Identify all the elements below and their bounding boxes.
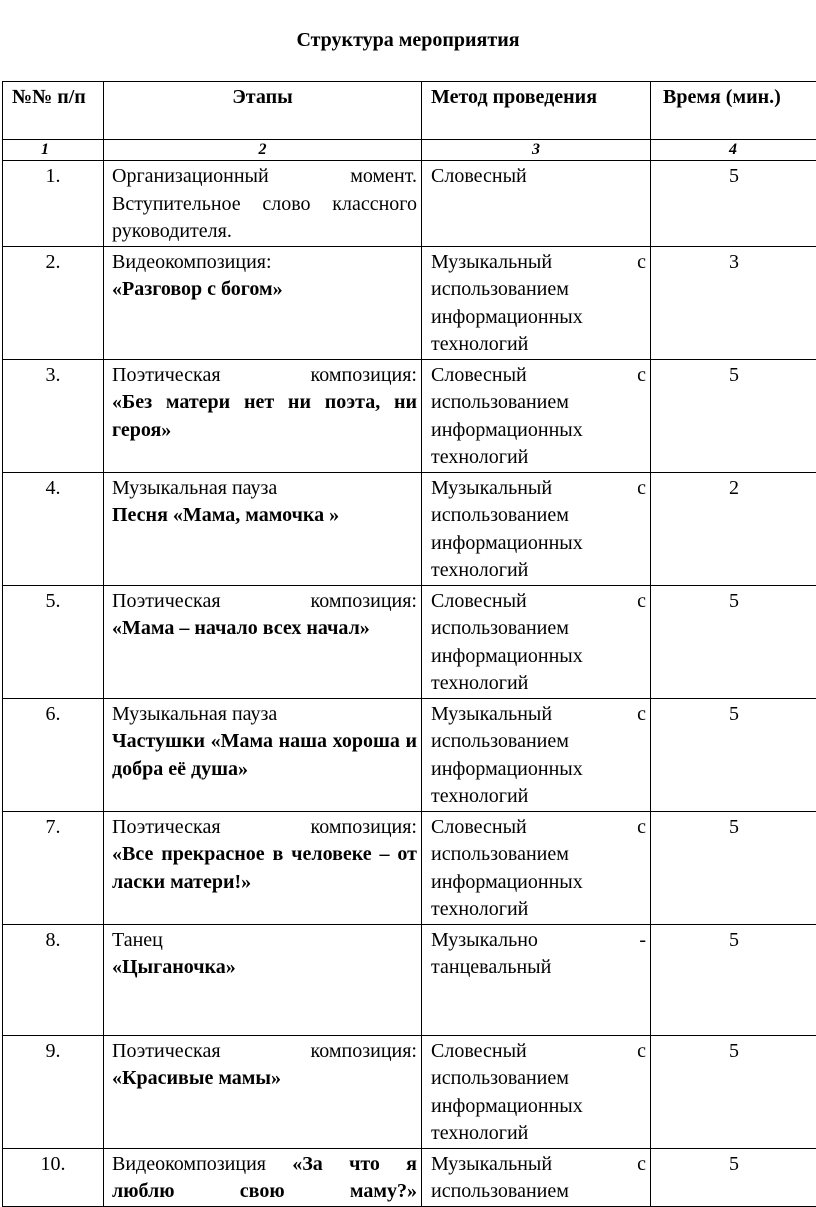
time-value: 3 xyxy=(651,246,816,359)
table-row xyxy=(3,359,816,472)
table-row xyxy=(3,585,816,698)
header-stages: Этапы xyxy=(104,82,422,140)
stage-title: «Красивые мамы» xyxy=(112,1065,417,1093)
stage-label: Организационный момент. Вступительное слово классного руководителя. xyxy=(112,163,417,246)
table-row xyxy=(3,924,816,1035)
stage-label: Поэтическая композиция: xyxy=(112,1038,417,1066)
time-value: 5 xyxy=(651,698,816,811)
stage-title: «Мама – начало всех начал» xyxy=(112,615,417,643)
method-cell xyxy=(422,585,651,698)
row-number: 8. xyxy=(3,924,104,1035)
stage-cell xyxy=(104,1148,422,1206)
row-number: 9. xyxy=(3,1035,104,1148)
column-number: 4 xyxy=(651,140,816,161)
stage-label: Поэтическая композиция: xyxy=(112,362,417,390)
row-number: 3. xyxy=(3,359,104,472)
method-text: Словесный с xyxy=(431,362,646,390)
stage-cell xyxy=(104,1035,422,1148)
method-cell xyxy=(422,359,651,472)
event-structure-table xyxy=(2,81,816,1207)
header-time: Время (мин.) xyxy=(651,82,816,140)
method-text: Словесный xyxy=(431,163,646,191)
stage-label: Музыкальная пауза xyxy=(112,475,417,503)
stage-label: Поэтическая композиция: xyxy=(112,588,417,616)
table-header-row xyxy=(3,82,816,140)
table-row xyxy=(3,1148,816,1206)
method-text-continued: использованием xyxy=(431,1178,646,1206)
table-row xyxy=(3,472,816,585)
method-cell xyxy=(422,1148,651,1206)
stage-cell xyxy=(104,359,422,472)
row-number: 6. xyxy=(3,698,104,811)
stage-cell xyxy=(104,161,422,247)
stage-cell xyxy=(104,585,422,698)
method-text: Музыкально - xyxy=(431,927,646,955)
header-num: №№ п/п xyxy=(3,82,104,140)
row-number: 4. xyxy=(3,472,104,585)
method-text: Словесный с xyxy=(431,588,646,616)
time-value: 5 xyxy=(651,161,816,247)
time-value: 5 xyxy=(651,585,816,698)
stage-cell xyxy=(104,698,422,811)
method-cell xyxy=(422,924,651,1035)
method-text-continued: танцевальный xyxy=(431,954,646,982)
time-value: 5 xyxy=(651,924,816,1035)
stage-label: Танец xyxy=(112,927,417,955)
method-text: Словесный с xyxy=(431,814,646,842)
time-value: 5 xyxy=(651,1148,816,1206)
table-row xyxy=(3,811,816,924)
row-number: 1. xyxy=(3,161,104,247)
row-number: 5. xyxy=(3,585,104,698)
stage-cell xyxy=(104,246,422,359)
method-text-continued: использованием информационных технологий xyxy=(431,276,646,359)
method-text-continued: использованием информационных технологий xyxy=(431,389,646,472)
header-method: Метод проведения xyxy=(422,82,651,140)
method-cell xyxy=(422,811,651,924)
stage-cell xyxy=(104,811,422,924)
method-text: Музыкальный с xyxy=(431,1151,646,1179)
method-text-continued: использованием информационных технологий xyxy=(431,728,646,811)
time-value: 5 xyxy=(651,811,816,924)
stage-cell xyxy=(104,472,422,585)
method-text-continued: использованием информационных технологий xyxy=(431,615,646,698)
row-number: 7. xyxy=(3,811,104,924)
stage-title: Частушки «Мама наша хороша и добра её душа» xyxy=(112,728,417,783)
stage-title: «Разговор с богом» xyxy=(112,276,417,304)
stage-label: Музыкальная пауза xyxy=(112,701,417,729)
method-cell xyxy=(422,472,651,585)
method-text-continued: использованием информационных технологий xyxy=(431,841,646,924)
row-number: 2. xyxy=(3,246,104,359)
method-text-continued: использованием информационных технологий xyxy=(431,502,646,585)
stage-title xyxy=(112,1151,417,1206)
table-row xyxy=(3,246,816,359)
method-text: Музыкальный с xyxy=(431,475,646,503)
column-number: 3 xyxy=(422,140,651,161)
time-value: 5 xyxy=(651,359,816,472)
stage-title: Песня «Мама, мамочка » xyxy=(112,502,417,530)
stage-title: «Без матери нет ни поэта, ни героя» xyxy=(112,389,417,444)
stage-label: Видеокомпозиция: xyxy=(112,249,417,277)
document-title: Структура мероприятия xyxy=(0,29,816,52)
table-row xyxy=(3,1035,816,1148)
method-cell xyxy=(422,246,651,359)
column-number: 2 xyxy=(104,140,422,161)
row-number: 10. xyxy=(3,1148,104,1206)
method-text-continued: использованием информационных технологий xyxy=(431,1065,646,1148)
table-row xyxy=(3,161,816,247)
stage-title: «Все прекрасное в человеке – от ласки матери!» xyxy=(112,841,417,896)
time-value: 2 xyxy=(651,472,816,585)
stage-title: «Цыганочка» xyxy=(112,954,417,982)
stage-label: Видеокомпозиция xyxy=(112,1153,266,1175)
method-text: Словесный с xyxy=(431,1038,646,1066)
method-text: Музыкальный с xyxy=(431,249,646,277)
stage-label: Поэтическая композиция: xyxy=(112,814,417,842)
column-number-row xyxy=(3,140,816,161)
table-row xyxy=(3,698,816,811)
method-cell xyxy=(422,698,651,811)
stage-cell xyxy=(104,924,422,1035)
method-cell xyxy=(422,161,651,247)
stage-title-text: «За что я люблю свою маму?» xyxy=(112,1153,417,1203)
column-number: 1 xyxy=(3,140,104,161)
time-value: 5 xyxy=(651,1035,816,1148)
method-cell xyxy=(422,1035,651,1148)
method-text: Музыкальный с xyxy=(431,701,646,729)
